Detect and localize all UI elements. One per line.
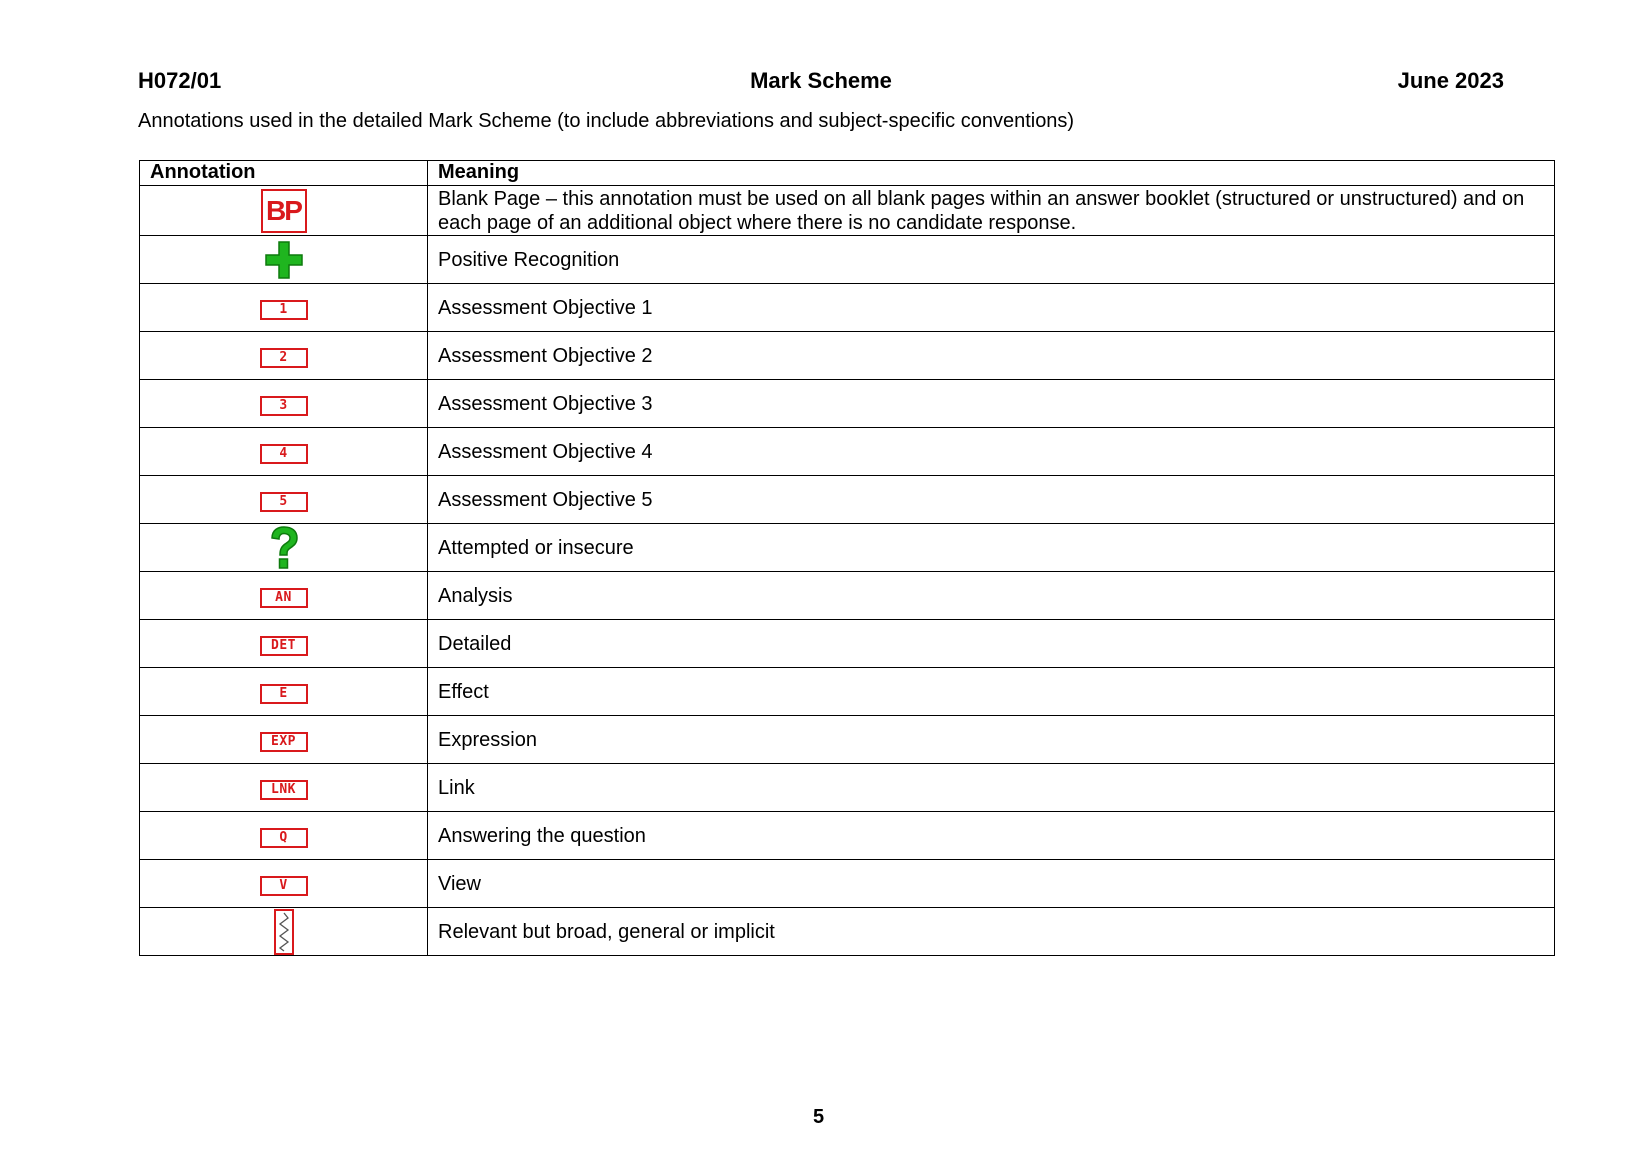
ao1-icon: 1 bbox=[260, 300, 308, 320]
ao3-icon: 3 bbox=[260, 396, 308, 416]
annotations-table bbox=[139, 160, 1555, 956]
meaning-cell: Assessment Objective 3 bbox=[428, 380, 1555, 428]
table-row bbox=[140, 428, 1555, 476]
table-row bbox=[140, 236, 1555, 284]
meaning-cell: Relevant but broad, general or implicit bbox=[428, 908, 1555, 956]
table-row bbox=[140, 186, 1555, 236]
ao5-icon: 5 bbox=[260, 492, 308, 512]
table-row bbox=[140, 524, 1555, 572]
table-row bbox=[140, 860, 1555, 908]
intro-text: Annotations used in the detailed Mark Scheme (to include abbreviations and subject-specific conventions) bbox=[138, 110, 1075, 132]
col-meaning-header: Meaning bbox=[428, 161, 1555, 186]
meaning-cell: Blank Page – this annotation must be used on all blank pages within an answer booklet (structured or unstructured) and on each page of an additional object where there is no candidate response. bbox=[428, 186, 1555, 236]
header-code: H072/01 bbox=[138, 68, 222, 93]
table-row bbox=[140, 620, 1555, 668]
meaning-cell: Expression bbox=[428, 716, 1555, 764]
meaning-cell: Detailed bbox=[428, 620, 1555, 668]
lnk-icon: LNK bbox=[260, 780, 308, 800]
table-row bbox=[140, 908, 1555, 956]
table-row bbox=[140, 476, 1555, 524]
table-row bbox=[140, 284, 1555, 332]
meaning-cell: Answering the question bbox=[428, 812, 1555, 860]
meaning-cell: Assessment Objective 1 bbox=[428, 284, 1555, 332]
blank-page-icon: BP bbox=[261, 189, 307, 233]
table-row bbox=[140, 716, 1555, 764]
meaning-cell: Assessment Objective 4 bbox=[428, 428, 1555, 476]
ao4-icon: 4 bbox=[260, 444, 308, 464]
table-row bbox=[140, 380, 1555, 428]
det-icon: DET bbox=[260, 636, 308, 656]
green-plus-icon bbox=[264, 240, 304, 280]
page-number: 5 bbox=[812, 1106, 825, 1128]
meaning-cell: Attempted or insecure bbox=[428, 524, 1555, 572]
ao2-icon: 2 bbox=[260, 348, 308, 368]
meaning-cell: Assessment Objective 2 bbox=[428, 332, 1555, 380]
page-header bbox=[138, 68, 1504, 96]
wavy-line-icon bbox=[274, 909, 294, 955]
meaning-cell: Assessment Objective 5 bbox=[428, 476, 1555, 524]
exp-icon: EXP bbox=[260, 732, 308, 752]
meaning-cell: Analysis bbox=[428, 572, 1555, 620]
table-header-row bbox=[140, 161, 1555, 186]
table-row bbox=[140, 812, 1555, 860]
green-question-icon bbox=[267, 526, 301, 570]
table-row bbox=[140, 764, 1555, 812]
meaning-cell: Positive Recognition bbox=[428, 236, 1555, 284]
header-title: Mark Scheme bbox=[750, 68, 892, 93]
header-date: June 2023 bbox=[1397, 68, 1504, 93]
e-icon: E bbox=[260, 684, 308, 704]
table-row bbox=[140, 572, 1555, 620]
q-icon: Q bbox=[260, 828, 308, 848]
meaning-cell: Link bbox=[428, 764, 1555, 812]
meaning-cell: View bbox=[428, 860, 1555, 908]
col-annotation-header: Annotation bbox=[140, 161, 428, 186]
an-icon: AN bbox=[260, 588, 308, 608]
v-icon: V bbox=[260, 876, 308, 896]
meaning-cell: Effect bbox=[428, 668, 1555, 716]
table-row bbox=[140, 668, 1555, 716]
table-row bbox=[140, 332, 1555, 380]
